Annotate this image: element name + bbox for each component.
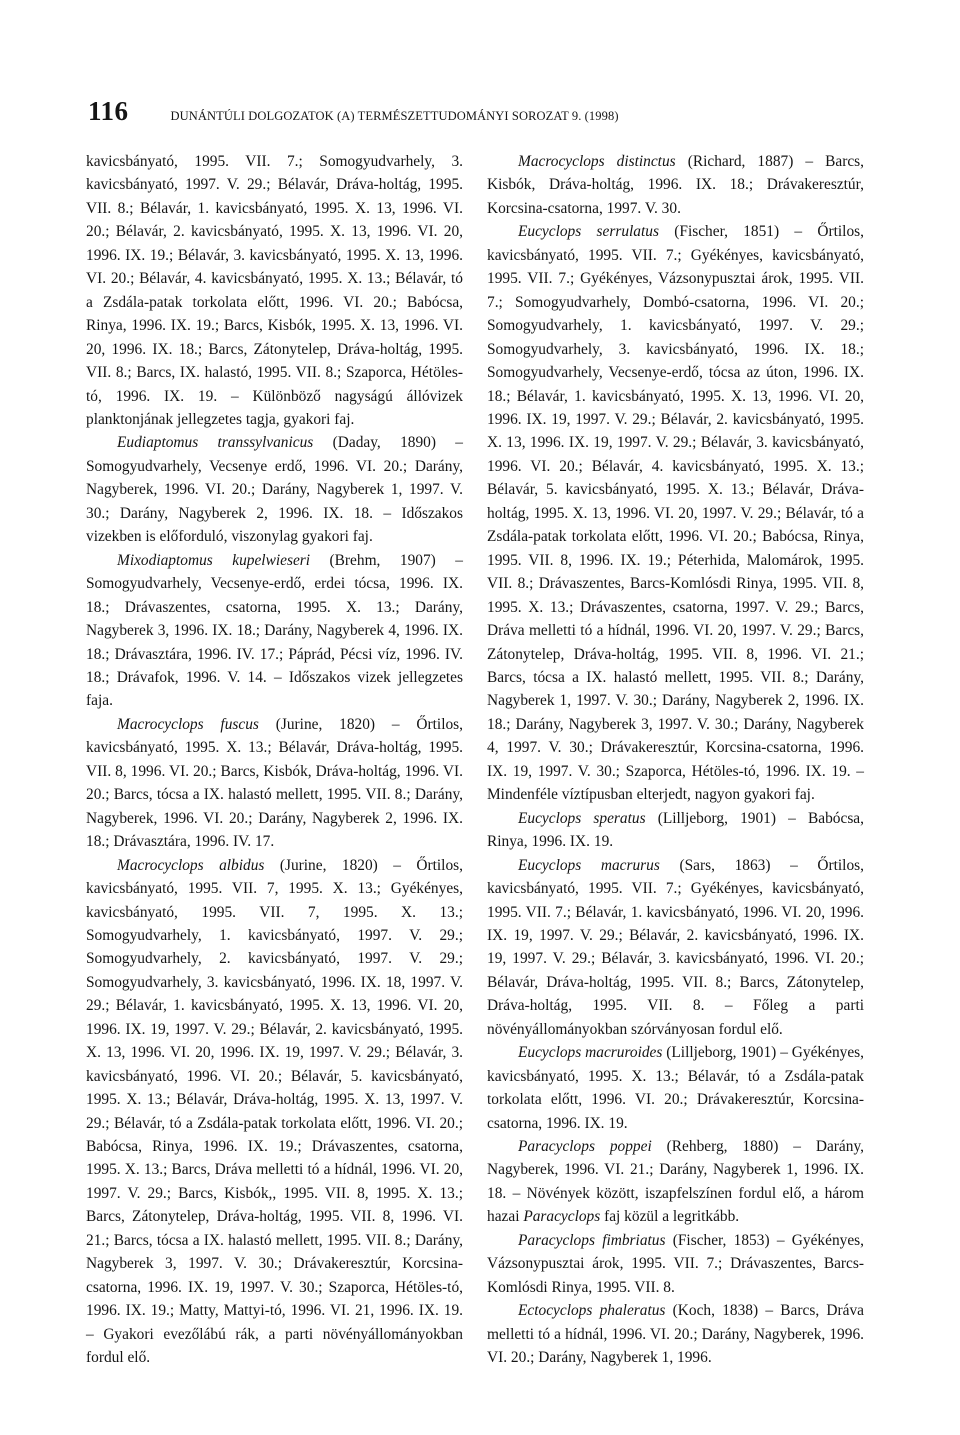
entry-text: faj közül a legritkább. xyxy=(600,1208,740,1226)
entry-text: (Jurine, 1820) – Őrtilos, kavicsbányató, 1995. X. 13.; Bélavár, Dráva-holtág, 1995. VII. 8, 1996. VI. 20.; Barcs, Kisbók, Dráva-holtág, 1996. VI. 20.; Barcs, tócsa a IX. halastó mellett, 1995. VII. 8.; Darány, Nagyberek, 1996. VI. 20.; Darány, Nagyberek 2, 1996. IX. 18.; Drávasztára, 1996. IV. 17. xyxy=(86,715,463,851)
species-entry xyxy=(487,1299,864,1369)
genus-name: Paracyclops xyxy=(523,1208,601,1226)
species-name: Eucyclops serrulatus xyxy=(518,223,659,241)
species-name: Eucyclops macrurus xyxy=(518,856,660,874)
entry-text: (Brehm, 1907) – Somogyudvarhely, Vecsenye-erdő, erdei tócsa, 1996. IX. 18.; Drávaszentes, csatorna, 1995. X. 13.; Darány, Nagyberek 3, 1996. IX. 18.; Darány, Nagyberek 4, 1996. IX. 18.; Drávasztára, 1996. IV. 17.; Páprád, Pécsi víz, 1996. IV. 18.; Drávafok, 1996. V. 14. – Időszakos vizek jellegzetes faja. xyxy=(86,551,463,710)
species-name: Macrocyclops albidus xyxy=(117,856,265,874)
left-column xyxy=(86,150,463,1370)
paragraph-text: kavicsbányató, 1995. VII. 7.; Somogyudvarhely, 3. kavicsbányató, 1997. V. 29.; Bélavár, Dráva-holtág, 1995. VII. 8.; Bélavár, 1. kavicsbányató, 1995. X. 13, 1996. VI. 20.; Bélavár, 2. kavicsbányató, 1995. X. 13, 1996. VI. 20, 1996. IX. 19.; Bélavár, 3. kavicsbányató, 1995. X. 13, 1996. VI. 20.; Bélavár, 4. kavicsbányató, 1995. X. 13.; Bélavár, tó a Zsdála-patak torkolata előtt, 1996. VI. 20.; Babócsa, Rinya, 1996. IX. 19.; Barcs, Kisbók, 1995. X. 13, 1996. VI. 20, 1996. IX. 18.; Barcs, Zátonytelep, Dráva-holtág, 1995. VII. 8.; Barcs, IX. halastó, 1995. VII. 8.; Szaporca, Hétöles-tó, 1996. IX. 19. – Különböző nagyságú állóvizek planktonjának jellegzetes tagja, gyakori faj. xyxy=(86,153,463,428)
species-entry xyxy=(487,1229,864,1299)
species-entry xyxy=(487,220,864,806)
entry-text: (Sars, 1863) – Őrtilos, kavicsbányató, 1995. VII. 7.; Gyékényes, kavicsbányató, 1995. VII. 7.; Bélavár, 1. kavicsbányató, 1996. VI. 20, 1996. IX. 19, 1997. V. 29.; Bélavár, 2. kavicsbányató, 1996. IX. 19, 1997. V. 29.; Bélavár, 3. kavicsbányató, 1996. VI. 20.; Bélavár, Dráva-holtág, 1995. VII. 8.; Barcs, Zátonytelep, Dráva-holtág, 1995. VII. 8. – Főleg a parti növényállományokban szórványosan fordul elő. xyxy=(487,856,864,1038)
species-entry xyxy=(487,150,864,220)
running-head: DUNÁNTÚLI DOLGOZATOK (A) TERMÉSZETTUDOMÁNYI SOROZAT 9. (1998) xyxy=(170,109,619,123)
entry-text: (Lilljeborg, 1901) – Gyékényes, kavicsbányató, 1995. X. 13.; Bélavár, tó a Zsdála-patak torkolata előtt, 1996. VI. 20.; Drávakeresztúr, Korcsina-csatorna, 1996. IX. 19. xyxy=(487,1044,864,1132)
species-entry xyxy=(487,1135,864,1229)
entry-text: (Fischer, 1851) – Őrtilos, kavicsbányató, 1995. VII. 7.; Gyékényes, kavicsbányató, 1995. VII. 7.; Gyékényes, Vázsonypusztai árok, 1995. VII. 7.; Somogyudvarhely, Dombó-csatorna, 1996. VI. 20.; Somogyudvarhely, 1. kavicsbányató, 1997. V. 29.; Somogyudvarhely, 3. kavicsbányató, 1996. IX. 18.; Somogyudvarhely, Vecsenye-erdő, tócsa az úton, 1996. IX. 18.; Bélavár, 1. kavicsbányató, 1995. X. 13, 1996. VI. 20, 1996. IX. 19, 1997. V. 29.; Bélavár, 2. kavicsbányató, 1995. X. 13, 1996. IX. 19, 1997. V. 29.; Bélavár, 3. kavicsbányató, 1996. VI. 20.; Bélavár, 4. kavicsbányató, 1995. X. 13.; Bélavár, 5. kavicsbányató, 1995. X. 13.; Bélavár, Dráva-holtág, 1995. X. 13, 1996. VI. 20, 1997. V. 29.; Bélavár, tó a Zsdála-patak torkolata előtt, 1996. VI. 20.; Babócsa, Rinya, 1995. VII. 8, 1996. IX. 19.; Péterhida, Malomárok, 1995. VII. 8.; Drávaszentes, Barcs-Komlósdi Rinya, 1995. VII. 8, 1995. X. 13.; Drávaszentes, csatorna, 1997. V. 29.; Barcs, Dráva melletti tó a hídnál, 1996. VI. 20, 1997. V. 29.; Barcs, Zátonytelep, Dráva-holtág, 1995. VII. 8, 1996. VI. 21.; Barcs, tócsa a IX. halastó mellett, 1995. VII. 8.; Darány, Nagyberek 1, 1997. V. 30.; Darány, Nagyberek 2, 1996. IX. 18.; Darány, Nagyberek 3, 1997. V. 30.; Darány, Nagyberek 4, 1997. V. 30.; Drávakeresztúr, Korcsina-csatorna, 1996. IX. 19, 1997. V. 30.; Szaporca, Hétöles-tó, 1996. IX. 19. – Mindenféle víztípusban elterjedt, nagyon gyakori faj. xyxy=(487,223,864,804)
entry-text: (Fischer, 1853) – Gyékényes, Vázsonypusztai árok, 1995. VII. 7.; Drávaszentes, Barcs-Komlósdi Rinya, 1995. VII. 8. xyxy=(487,1231,865,1296)
entry-text: (Daday, 1890) – Somogyudvarhely, Vecsenye erdő, 1996. VI. 20.; Darány, Nagyberek, 1996. VI. 20.; Darány, Nagyberek 1, 1997. V. 30.; Darány, Nagyberek 2, 1996. IX. 18. – Időszakos vizekben is előforduló, viszonylag gyakori faj. xyxy=(86,434,463,546)
paragraph-continuation xyxy=(86,150,463,431)
entry-text: (Jurine, 1820) – Őrtilos, kavicsbányató, 1995. VII. 7, 1995. X. 13.; Gyékényes, kavicsbányató, 1995. VII. 7, 1995. X. 13.; Somogyudvarhely, 1. kavicsbányató, 1997. V. 29.; Somogyudvarhely, 2. kavicsbányató, 1997. V. 29.; Somogyudvarhely, 3. kavicsbányató, 1996. IX. 18, 1997. V. 29.; Bélavár, 1. kavicsbányató, 1995. X. 13, 1996. VI. 20, 1996. IX. 19, 1997. V. 29.; Bélavár, 2. kavicsbányató, 1995. X. 13, 1996. VI. 20, 1996. IX. 19, 1997. V. 29.; Bélavár, 3. kavicsbányató, 1996. VI. 20.; Bélavár, 5. kavicsbányató, 1995. X. 13.; Bélavár, Dráva-holtág, 1995. X. 13, 1997. V. 29.; Bélavár, tó a Zsdála-patak torkolata előtt, 1996. VI. 20.; Babócsa, Rinya, 1996. IX. 19.; Drávaszentes, csatorna, 1995. X. 13.; Barcs, Dráva melletti tó a hídnál, 1996. VI. 20, 1997. V. 29.; Barcs, Kisbók,, 1995. VII. 8, 1995. X. 13.; Barcs, Zátonytelep, Dráva-holtág, 1995. VII. 8, 1996. VI. 21.; Barcs, tócsa a IX. halastó mellett, 1995. VII. 8.; Darány, Nagyberek 3, 1997. V. 30.; Drávakeresztúr, Korcsina-csatorna, 1996. IX. 19, 1997. V. 30.; Szaporca, Hétöles-tó, 1996. IX. 19.; Matty, Mattyi-tó, 1996. VI. 21, 1996. IX. 19. – Gyakori evezőlábú rák, a parti növényállományokban fordul elő. xyxy=(86,856,463,1367)
species-name: Macrocyclops fuscus xyxy=(117,715,259,733)
species-name: Paracyclops fimbriatus xyxy=(518,1231,666,1249)
entry-text: (Lilljeborg, 1901) – Babócsa, Rinya, 1996. IX. 19. xyxy=(487,809,864,851)
page-header xyxy=(88,96,878,136)
species-entry xyxy=(487,1041,864,1135)
species-entry xyxy=(86,854,463,1370)
entry-text: (Rehberg, 1880) – Darány, Nagyberek, 1996. VI. 21.; Darány, Nagyberek 1, 1996. IX. 18. – Növények között, iszapfelszínen fordul elő, a három hazai xyxy=(487,1138,865,1226)
entry-text: (Koch, 1838) – Barcs, Dráva melletti tó a hídnál, 1996. VI. 20.; Darány, Nagyberek, 1996. VI. 20.; Darány, Nagyberek 1, 1996. xyxy=(487,1302,865,1367)
species-name: Eucyclops speratus xyxy=(518,809,646,827)
species-entry xyxy=(86,713,463,854)
species-entry xyxy=(487,854,864,1042)
species-entry xyxy=(487,807,864,854)
species-name: Mixodiaptomus kupelwieseri xyxy=(117,551,311,569)
entry-text: (Richard, 1887) – Barcs, Kisbók, Dráva-holtág, 1996. IX. 18.; Drávakeresztúr, Korcsina-csatorna, 1997. V. 30. xyxy=(487,153,864,217)
species-entry xyxy=(86,431,463,548)
species-name: Paracyclops poppei xyxy=(518,1138,652,1156)
right-column xyxy=(487,150,864,1370)
page-number: 116 xyxy=(88,96,129,126)
species-name: Eucyclops macruroides xyxy=(518,1044,663,1062)
species-name: Ectocyclops phaleratus xyxy=(518,1302,666,1320)
species-entry xyxy=(86,549,463,713)
species-name: Macrocyclops distinctus xyxy=(518,153,676,170)
species-name: Eudiaptomus transsylvanicus xyxy=(117,434,314,452)
